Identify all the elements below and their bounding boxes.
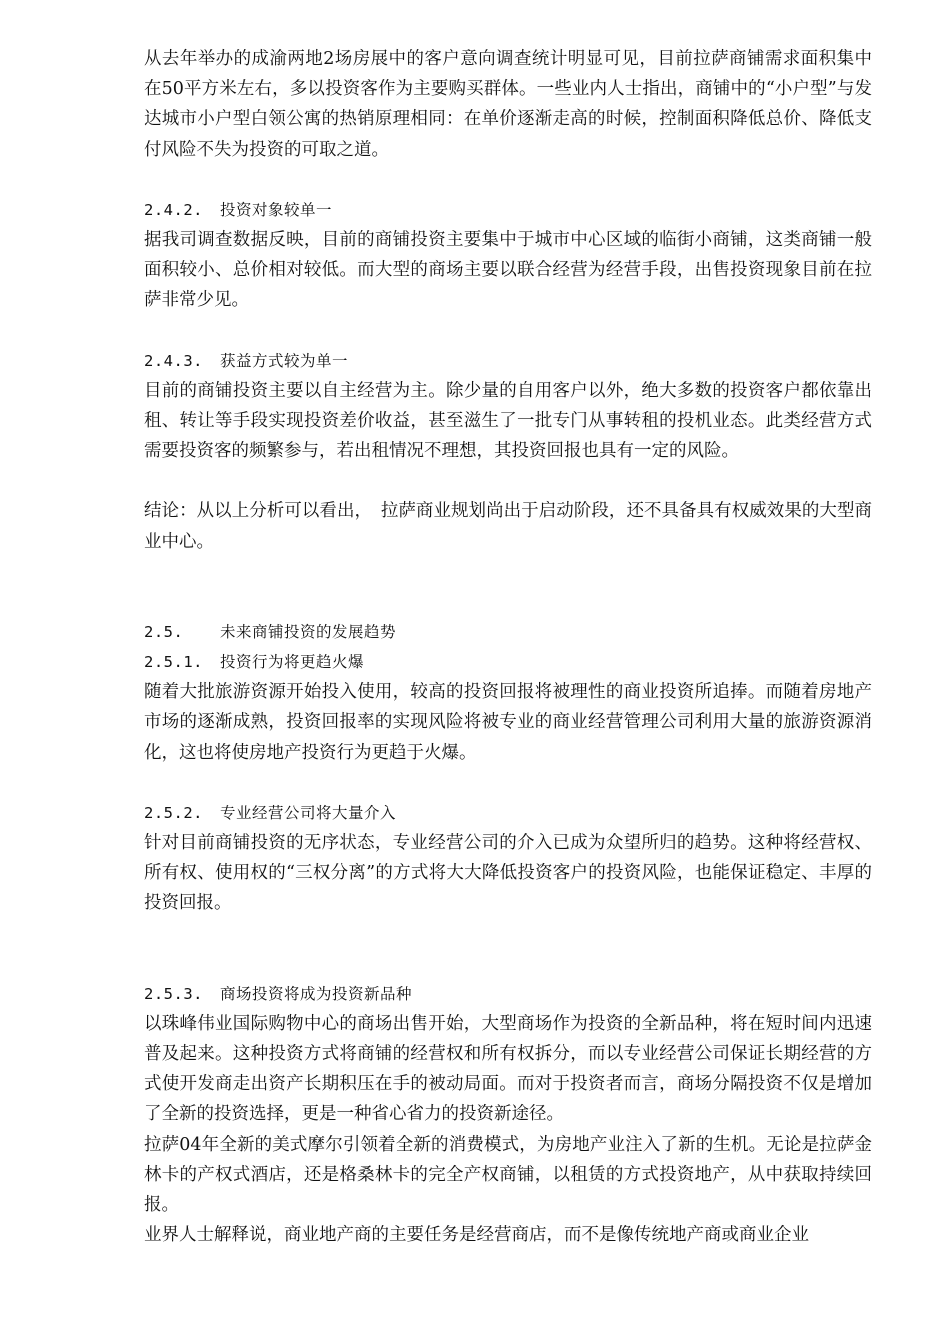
spacer [144, 557, 872, 617]
section-heading-2-4-2 [144, 195, 872, 225]
section-number: 2.5.1. [144, 653, 203, 672]
spacer [144, 768, 872, 798]
section-number: 2.5. [144, 622, 184, 641]
section-title: 专业经营公司将大量介入 [220, 803, 397, 822]
section-2-5-2-body: 针对目前商铺投资的无序状态，专业经营公司的介入已成为众望所归的趋势。这种将经营权、所有权、使用权的“三权分离”的方式将大大降低投资客户的投资风险，也能保证稳定、丰厚的投资回报。 [144, 833, 872, 914]
section-heading-2-5 [144, 617, 872, 647]
section-2-4-2-body: 据我司调查数据反映，目前的商铺投资主要集中于城市中心区域的临街小商铺，这类商铺一般面积较小、总价相对较低。而大型的商场主要以联合经营为经营手段，出售投资现象目前在拉萨非常少见。 [144, 230, 872, 311]
spacer [144, 316, 872, 346]
section-number: 2.5.2. [144, 803, 203, 822]
section-title: 未来商铺投资的发展趋势 [220, 622, 397, 641]
section-title: 投资行为将更趋火爆 [220, 653, 365, 672]
section-heading-2-5-1 [144, 647, 872, 677]
section-number: 2.5.3. [144, 984, 203, 1003]
section-2-5-1-body: 随着大批旅游资源开始投入使用，较高的投资回报将被理性的商业投资所追捧。而随着房地产市场的逐渐成熟，投资回报率的实现风险将被专业的商业经营管理公司利用大量的旅游资源消化，这也将使房地产投资行为更趋于火爆。 [144, 682, 872, 763]
section-2-5-3-body: 以珠峰伟业国际购物中心的商场出售开始，大型商场作为投资的全新品种，将在短时间内迅速普及起来。这种投资方式将商铺的经营权和所有权拆分，而以专业经营公司保证长期经营的方式使开发商走出资产长期积压在手的被动局面。而对于投资者而言，商场分隔投资不仅是增加了全新的投资选择，更是一种省心省力的投资新途径。 [144, 1013, 872, 1125]
document-page [144, 44, 872, 1251]
section-heading-2-5-2 [144, 798, 872, 828]
spacer [144, 919, 872, 979]
section-title: 商场投资将成为投资新品种 [220, 984, 413, 1003]
section-2-5-3-body-2: 拉萨04年全新的美式摩尔引领着全新的消费模式，为房地产业注入了新的生机。无论是拉萨金林卡的产权式酒店，还是格桑林卡的完全产权商铺，以租赁的方式投资地产，从中获取持续回报。 [144, 1134, 872, 1216]
section-2-4-3-body: 目前的商铺投资主要以自主经营为主。除少量的自用客户以外，绝大多数的投资客户都依靠出租、转让等手段实现投资差价收益，甚至滋生了一批专门从事转租的投机业态。此类经营方式需要投资客的频繁参与，若出租情况不理想，其投资回报也具有一定的风险。 [144, 380, 872, 462]
section-heading-2-5-3 [144, 979, 872, 1009]
section-number: 2.4.2. [144, 200, 203, 219]
intro-paragraph: 从去年举办的成渝两地2场房展中的客户意向调查统计明显可见，目前拉萨商铺需求面积集中在50平方米左右，多以投资客作为主要购买群体。一些业内人士指出，商铺中的“小户型”与发达城市小户型白领公寓的热销原理相同：在单价逐渐走高的时候，控制面积降低总价、降低支付风险不失为投资的可取之道。 [144, 49, 872, 160]
section-number: 2.4.3. [144, 351, 203, 370]
section-title: 获益方式较为单一 [220, 351, 349, 370]
section-2-5-3-body-3: 业界人士解释说，商业地产商的主要任务是经营商店，而不是像传统地产商或商业企业 [144, 1225, 809, 1246]
section-heading-2-4-3 [144, 346, 872, 376]
section-title: 投资对象较单一 [220, 200, 333, 219]
spacer [144, 165, 872, 195]
spacer [144, 466, 872, 496]
conclusion-paragraph: 结论：从以上分析可以看出， 拉萨商业规划尚出于启动阶段，还不具备具有权威效果的大型商业中心。 [144, 501, 872, 552]
